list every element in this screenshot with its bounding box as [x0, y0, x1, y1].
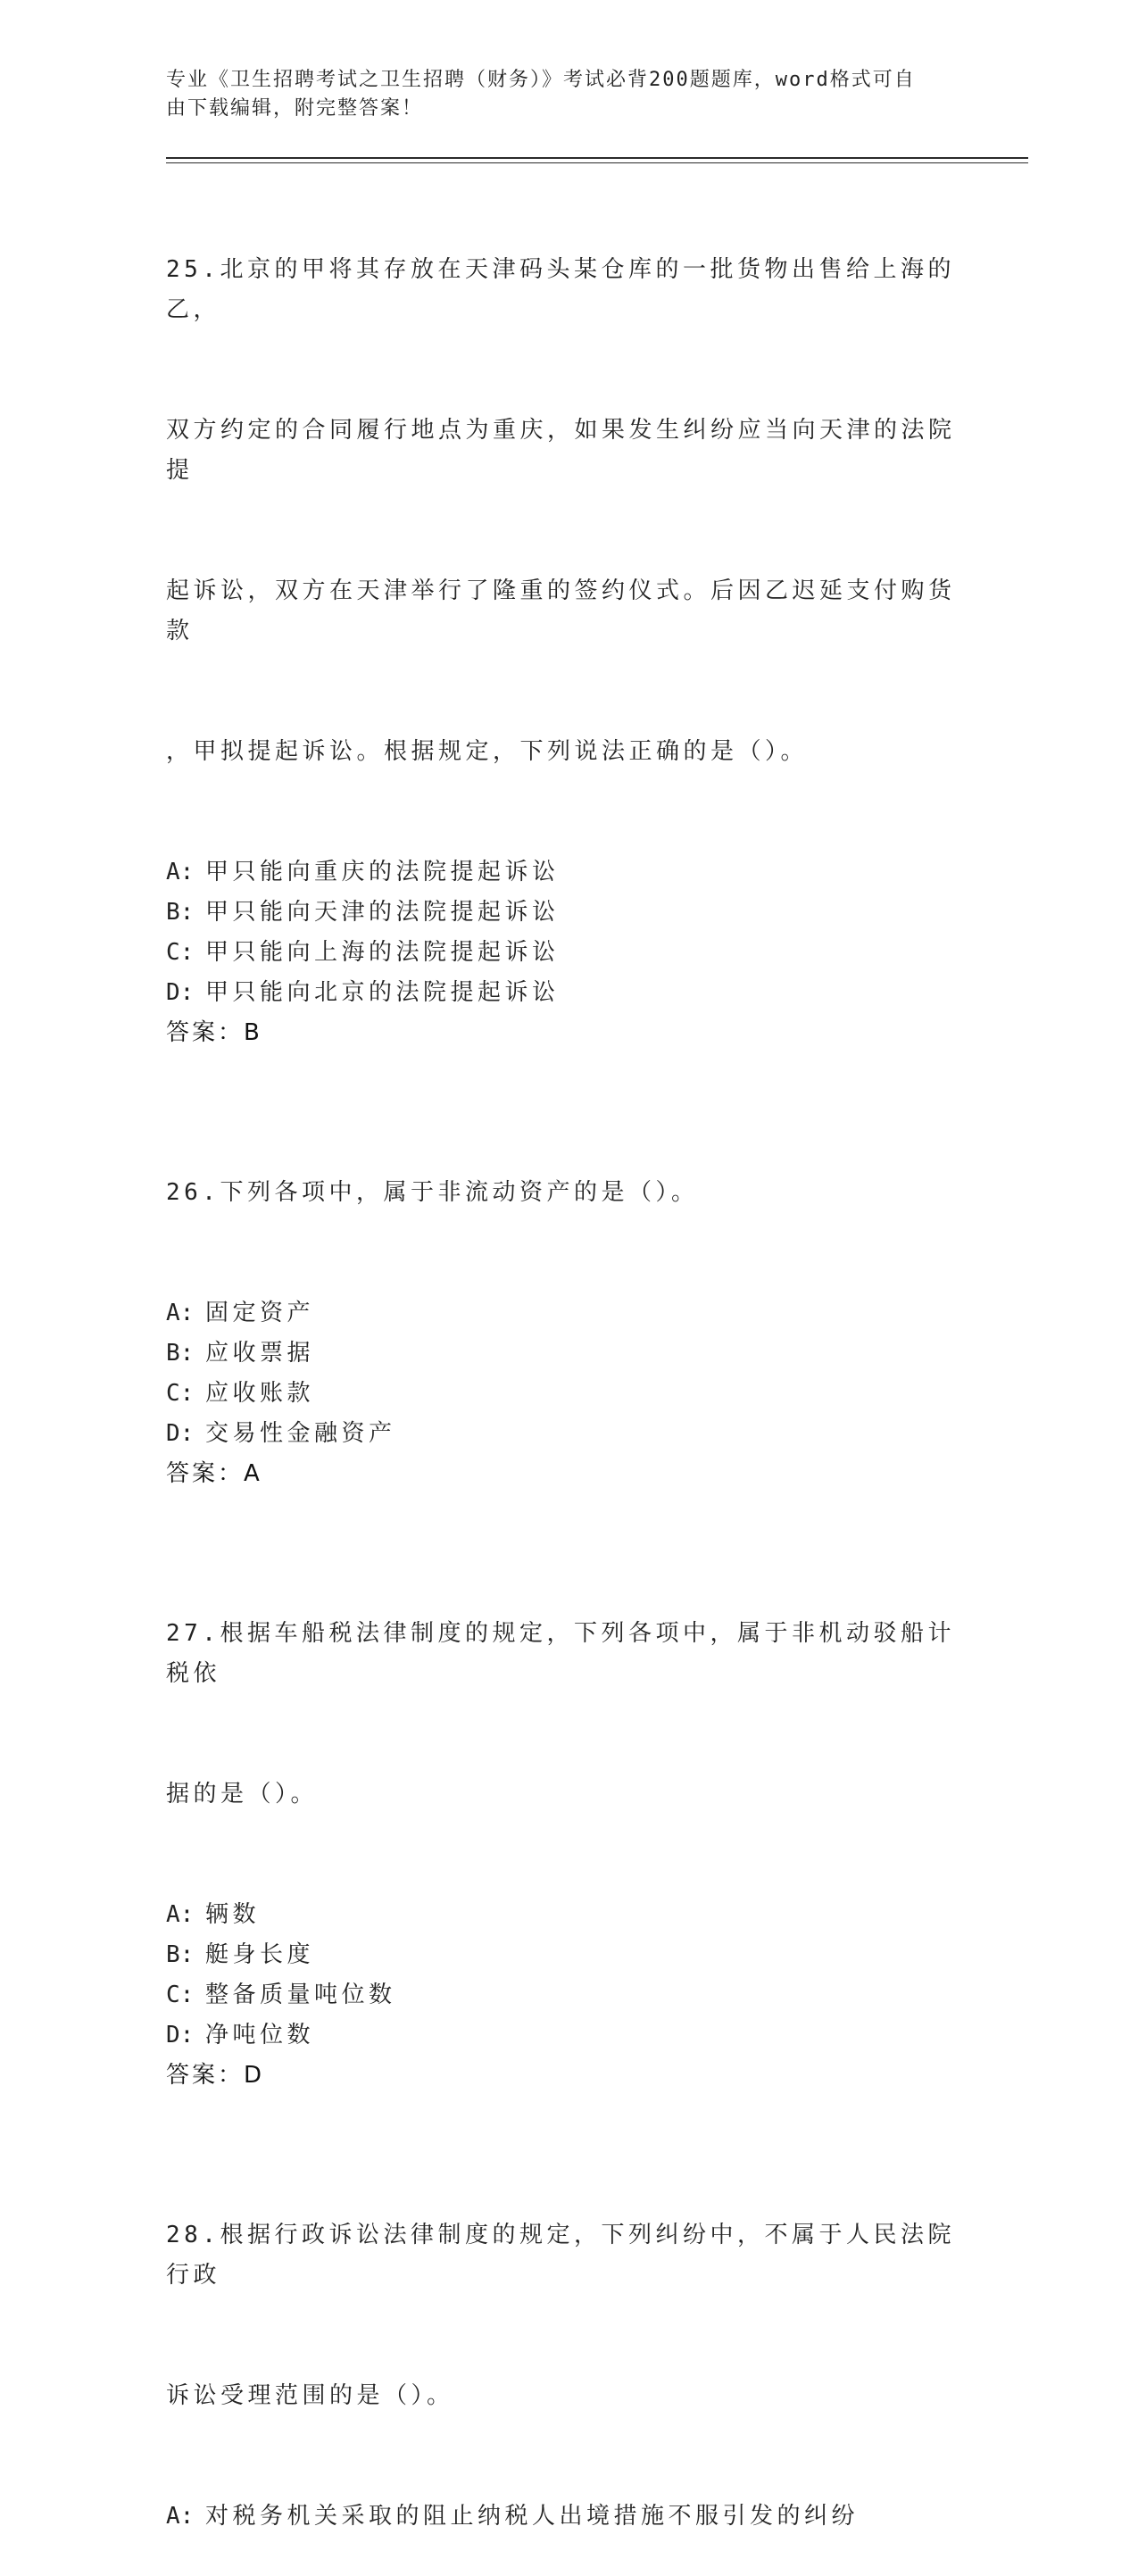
header-line-1: 专业《卫生招聘考试之卫生招聘（财务）》考试必背200题题库，word格式可自: [166, 69, 916, 91]
option-b: [166, 893, 969, 933]
option-letter: B:: [166, 899, 195, 926]
option-d: [166, 1414, 969, 1454]
option-letter: D:: [166, 1420, 195, 1447]
option-text: 应收票据: [205, 1340, 315, 1367]
option-text: 甲只能向北京的法院提起诉讼: [205, 979, 560, 1006]
header-line-2: 由下载编辑，附完整答案！: [166, 97, 424, 120]
option-letter: B:: [166, 1340, 195, 1367]
option-letter: A:: [166, 1901, 195, 1928]
option-c: [166, 1374, 969, 1414]
question-26: [166, 1093, 969, 1494]
question-28: [166, 2135, 969, 2537]
option-d: [166, 973, 969, 1013]
question-text-line: 26.下列各项中，属于非流动资产的是（）。: [166, 1179, 699, 1206]
option-letter: A:: [166, 1300, 195, 1326]
option-letter: A:: [166, 859, 195, 885]
option-b: [166, 1334, 969, 1374]
option-text: 艇身长度: [205, 1941, 315, 1968]
question-25-text: [166, 170, 969, 852]
option-text: 净吨位数: [205, 2022, 315, 2048]
option-letter: B:: [166, 1941, 195, 1968]
question-text-line: 据的是（）。: [166, 1781, 319, 1807]
option-a: [166, 2497, 969, 2537]
option-letter: D:: [166, 2022, 195, 2048]
option-text: 固定资产: [205, 1300, 315, 1326]
option-text: 辆数: [205, 1901, 261, 1928]
option-c: [166, 933, 969, 973]
option-text: 交易性金融资产: [205, 1420, 396, 1447]
option-letter: C:: [166, 1982, 195, 2008]
answer-label: 答案：A: [166, 1460, 262, 1487]
question-28-text: [166, 2135, 969, 2497]
header-divider-thick: [166, 157, 1028, 159]
question-text-line: 28.根据行政诉讼法律制度的规定，下列纠纷中，不属于人民法院行政: [166, 2222, 955, 2289]
answer-label: 答案：D: [166, 2062, 265, 2089]
option-text: 整备质量吨位数: [205, 1982, 396, 2008]
option-letter: C:: [166, 939, 195, 966]
question-27: [166, 1533, 969, 2096]
option-d: [166, 2015, 969, 2056]
question-text-line: 27.根据车船税法律制度的规定，下列各项中，属于非机动驳船计税依: [166, 1620, 955, 1687]
header-divider-thin: [166, 162, 1028, 163]
option-text: 应收账款: [205, 1380, 315, 1407]
question-27-text: [166, 1533, 969, 1895]
option-text: 甲只能向天津的法院提起诉讼: [205, 899, 560, 926]
question-text-line: 双方约定的合同履行地点为重庆，如果发生纠纷应当向天津的法院提: [166, 417, 956, 484]
question-text-line: 起诉讼，双方在天津举行了隆重的签约仪式。后因乙迟延支付购货款: [166, 578, 956, 644]
question-text-line: ，甲拟提起诉讼。根据规定，下列说法正确的是（）。: [166, 738, 809, 765]
option-c: [166, 1975, 969, 2015]
option-text: 甲只能向重庆的法院提起诉讼: [205, 859, 560, 885]
option-text: 甲只能向上海的法院提起诉讼: [205, 939, 560, 966]
answer-label: 答案：B: [166, 1019, 262, 1046]
option-letter: A:: [166, 2503, 195, 2530]
option-a: [166, 1293, 969, 1334]
option-b: [166, 1935, 969, 1975]
question-25: [166, 170, 969, 1053]
question-text-line: 25.北京的甲将其存放在天津码头某仓库的一批货物出售给上海的乙，: [166, 256, 955, 323]
option-letter: C:: [166, 1380, 195, 1407]
option-a: [166, 852, 969, 893]
question-text-line: 诉讼受理范围的是（）。: [166, 2382, 454, 2409]
option-letter: D:: [166, 979, 195, 1006]
option-text: 对税务机关采取的阻止纳税人出境措施不服引发的纠纷: [205, 2503, 860, 2530]
document-header: [166, 66, 951, 123]
question-26-text: [166, 1093, 969, 1293]
question-list: [166, 170, 969, 2576]
option-a: [166, 1895, 969, 1935]
